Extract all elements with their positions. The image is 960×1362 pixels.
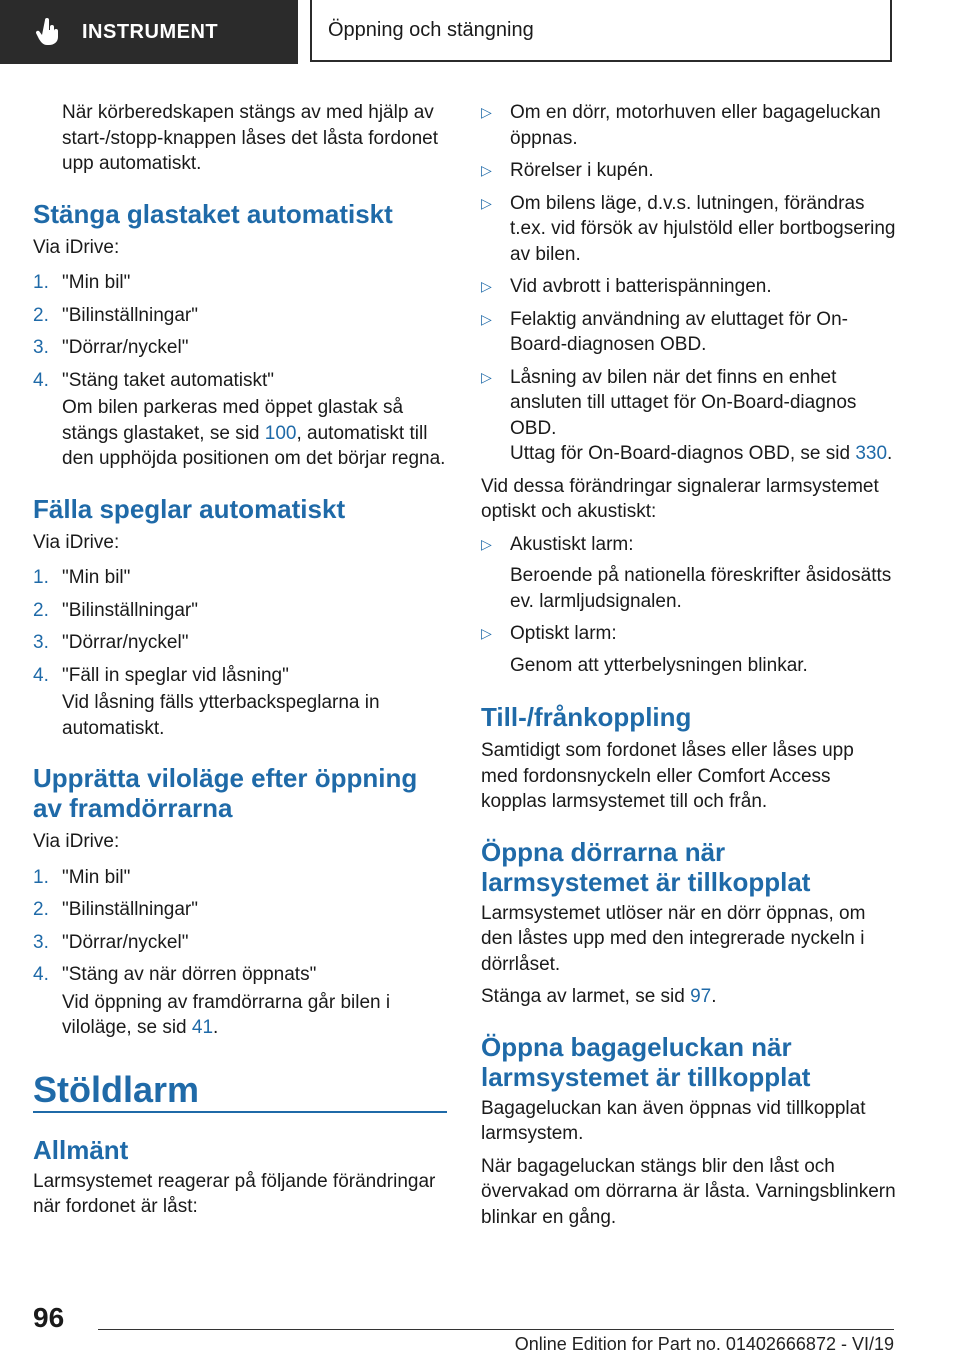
list-item: ▷ Akustiskt larm:: [481, 532, 896, 558]
list-item: ▷ Rörelser i kupén.: [481, 158, 896, 184]
list-item: 4. "Stäng av när dörren öppnats": [33, 964, 317, 985]
list-item: 2. "Bilinställningar": [33, 599, 198, 621]
section-title: INSTRUMENT: [82, 20, 219, 43]
page-link[interactable]: 330: [855, 443, 888, 464]
via-idrive-label: Via iDrive:: [33, 831, 120, 852]
hand-pointer-icon: [36, 18, 64, 46]
list-item: ▷ Optiskt larm:: [481, 621, 896, 647]
page-number: 96: [33, 1302, 65, 1333]
list-item: 3. "Dörrar/nyckel": [33, 632, 189, 653]
alarm-intro: Larmsystemet reagerar på följande förändringar när fordonet är låst:: [33, 1170, 436, 1217]
trunk-text-2: När bagageluckan stängs blir den låst och övervakad om dörrarna är låsta. Varningsblinkern blinkar en gång.: [481, 1155, 896, 1228]
intro-text: När körberedskapen stängs av med hjälp av start-/stopp-knappen låses det låsta fordonet upp automatiskt.: [62, 102, 439, 174]
rest-note: Vid öppning av framdörrarna går bilen i viloläge, se sid 41.: [62, 991, 391, 1038]
via-idrive-label: Via iDrive:: [33, 236, 120, 258]
toggle-text: Samtidigt som fordonet låses eller låses upp med fordonsnyckeln eller Comfort Access kopplas larmsystemet till och från.: [481, 740, 854, 812]
stop-alarm-text: Stänga av larmet, se sid 97.: [481, 986, 717, 1007]
heading-rest-mode: Upprätta viloläge efter öppning av framdörrarna: [33, 763, 418, 823]
left-column: [33, 100, 447, 1220]
right-column: [481, 100, 896, 1230]
list-item: 1. "Min bil": [33, 567, 131, 588]
heading-trunk-alarm: Öppna bagageluckan när larmsystemet är tillkopplat: [481, 1031, 811, 1092]
list-item: ▷ Om bilens läge, d.v.s. lutningen, förändras t.ex. vid försök av hjulstöld eller bortbogsering av bilen.: [481, 191, 896, 268]
optical-detail: Genom att ytterbelysningen blinkar.: [510, 654, 808, 676]
list-item: 3. "Dörrar/nyckel": [33, 337, 189, 358]
triangle-bullet-icon: ▷: [481, 310, 492, 327]
list-item: ▷ Låsning av bilen när det finns en enhet ansluten till uttaget för On-Board-diagnos OBD.: [481, 365, 896, 442]
triangle-bullet-icon: ▷: [481, 368, 492, 385]
triangle-bullet-icon: ▷: [481, 278, 492, 294]
page-link[interactable]: 97: [690, 986, 712, 1007]
obd-note: Uttag för On-Board-diagnos OBD, se sid 330.: [510, 443, 893, 464]
list-item: 1. "Min bil": [33, 866, 131, 888]
section-tab: [0, 0, 298, 64]
list-item: 2. "Bilinställningar": [33, 304, 198, 326]
glass-note: Om bilen parkeras med öppet glastak så stängs glastaket, se sid 100, automatiskt till den upphöjda positionen om det börjar regna.: [62, 397, 446, 469]
list-item: 4. "Stäng taket automatiskt": [33, 369, 275, 391]
mirrors-note: Vid låsning fälls ytterbackspeglarna in automatiskt.: [62, 692, 380, 739]
heading-theft-alarm: Stöldlarm: [33, 1068, 200, 1110]
heading-toggle: Till-/frånkoppling: [481, 702, 692, 732]
via-idrive-label: Via iDrive:: [33, 531, 120, 553]
trunk-text-1: Bagageluckan kan även öppnas vid tillkopplat larmsystem.: [481, 1097, 866, 1144]
list-item: 4. "Fäll in speglar vid låsning": [33, 664, 289, 686]
page-link[interactable]: 41: [191, 1017, 214, 1038]
acoustic-detail: Beroende på nationella föreskrifter åsidosätts ev. larmljudsignalen.: [510, 565, 892, 612]
doors-text: Larmsystemet utlöser när en dörr öppnas, om den låstes upp med den integrerade nyckeln i dörrlåset.: [481, 902, 866, 975]
list-item: 2. "Bilinställningar": [33, 899, 198, 920]
triangle-bullet-icon: ▷: [481, 194, 492, 211]
triangle-bullet-icon: ▷: [481, 535, 492, 552]
heading-general: Allmänt: [33, 1134, 129, 1165]
footer-divider: [98, 1329, 894, 1330]
list-item: 3. "Dörrar/nyckel": [33, 931, 189, 953]
chapter-title: Öppning och stängning: [328, 18, 534, 41]
chapter-tab: [310, 0, 892, 62]
heading-doors-alarm: Öppna dörrarna när larmsystemet är tillkopplat: [481, 836, 811, 897]
triangle-bullet-icon: ▷: [481, 162, 492, 178]
footer-edition: Online Edition for Part no. 01402666872 - VI/19: [514, 1334, 894, 1354]
list-item: 1. "Min bil": [33, 272, 131, 293]
list-item: ▷ Vid avbrott i batterispänningen.: [481, 274, 896, 300]
triangle-bullet-icon: ▷: [481, 104, 492, 120]
page-link[interactable]: 100: [264, 422, 297, 444]
triangle-bullet-icon: ▷: [481, 625, 492, 641]
signals-text: Vid dessa förändringar signalerar larmsystemet optiskt och akustiskt:: [481, 475, 879, 522]
heading-glass-roof: Stänga glastaket automatiskt: [33, 198, 393, 229]
list-item: ▷ Felaktig användning av eluttaget för On-Board-diagnosen OBD.: [481, 307, 896, 358]
list-item: ▷ Om en dörr, motorhuven eller bagageluckan öppnas.: [481, 100, 896, 151]
heading-mirrors: Fälla speglar automatiskt: [33, 493, 346, 524]
alarm-heading-block: [33, 1069, 447, 1113]
